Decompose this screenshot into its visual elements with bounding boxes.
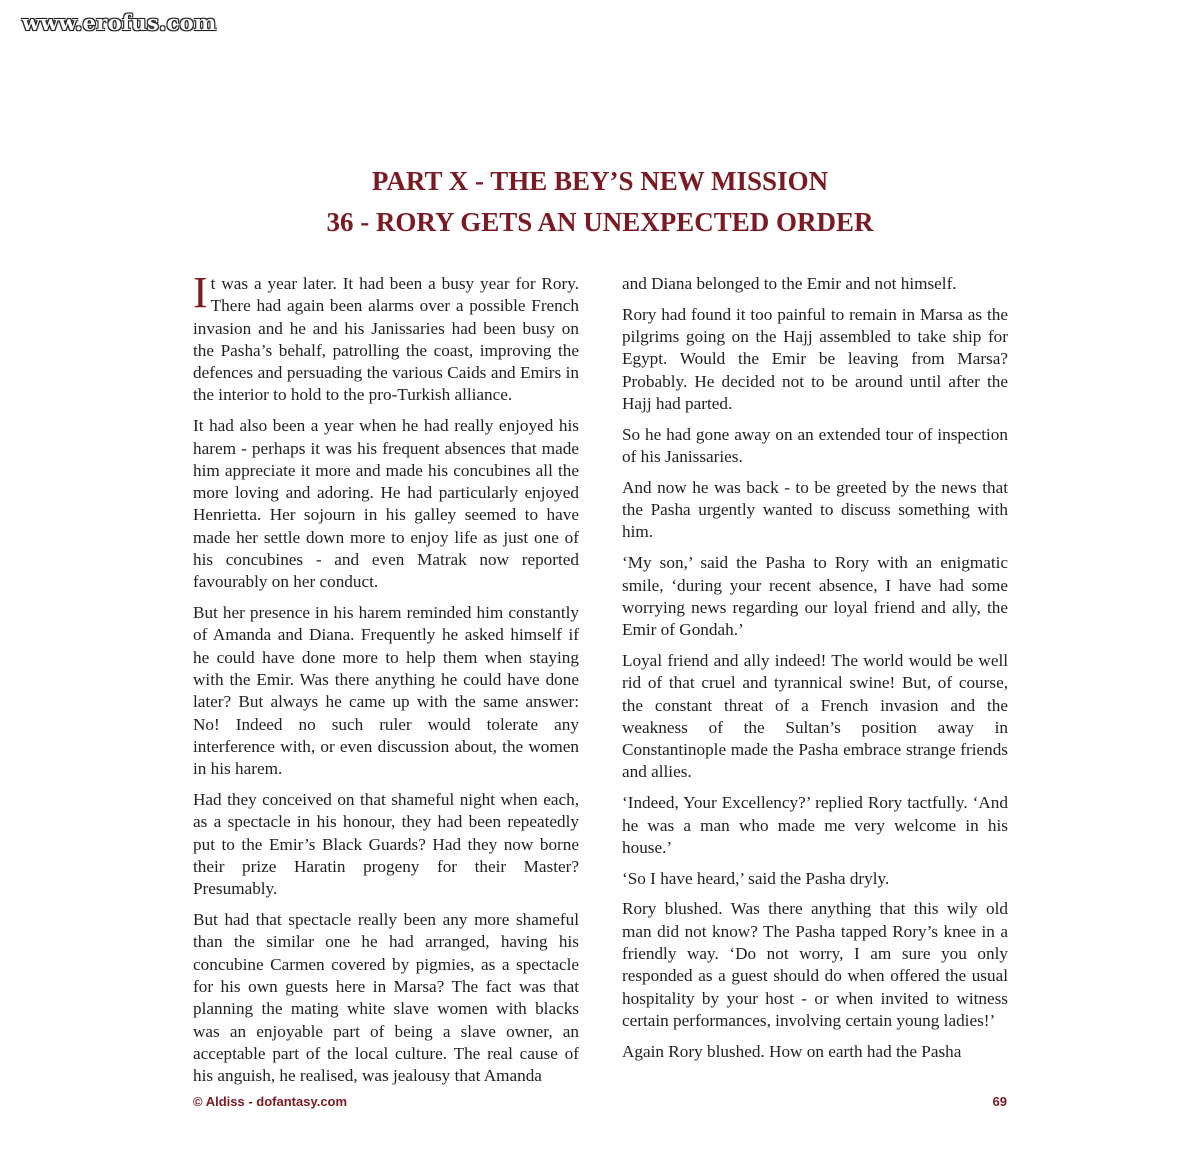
footer-credit: © Aldiss - dofantasy.com [193, 1094, 348, 1109]
paragraph: So he had gone away on an extended tour of inspection of his Janissaries. [622, 424, 1008, 467]
paragraph: ‘My son,’ said the Pasha to Rory with an enigmatic smile, ‘during your recent absence, I have had some worrying news regarding our loyal friend and ally, the Emir of Gondah.’ [622, 553, 1008, 640]
page-number: 69 [992, 1094, 1007, 1109]
paragraph: ‘So I have heard,’ said the Pasha dryly. [622, 868, 890, 888]
paragraph: Rory blushed. Was there anything that this wily old man did not know? The Pasha tapped Rory’s knee in a friendly way. ‘Do not worry, I am sure you only responded as a guest should do when offered the usual hospitality by your host - or when invited to witness certain performances, involving certain young ladies!’ [622, 899, 1008, 1030]
part-title: PART X - THE BEY’S NEW MISSION [371, 166, 829, 196]
chapter-title: 36 - RORY GETS AN UNEXPECTED ORDER [326, 207, 874, 237]
paragraph: Loyal friend and ally indeed! The world would be well rid of that cruel and tyrannical swine! But, of course, the constant threat of a French invasion and the weakness of the Sultan’s position away in Constantinople made the Pasha embrace strange friends and allies. [622, 650, 1008, 782]
paragraph: It had also been a year when he had really enjoyed his harem - perhaps it was his frequent absences that made him appreciate it more and made his concubines all the more loving and adoring. He had particularly enjoyed Henrietta. Her sojourn in his galley seemed to have made her settle down more to enjoy life as just one of his concubines - and even Matrak now reported favourably on her conduct. [193, 416, 579, 592]
paragraph: And now he was back - to be greeted by the news that the Pasha urgently wanted to discuss something with him. [622, 477, 1008, 542]
paragraph: Again Rory blushed. How on earth had the Pasha [622, 1041, 962, 1061]
drop-cap: I [193, 268, 208, 317]
right-column [622, 273, 1008, 1072]
paragraph: and Diana belonged to the Emir and not himself. [622, 274, 957, 293]
paragraph: Rory had found it too painful to remain in Marsa as the pilgrims going on the Hajj assembled to take ship for Egypt. Would the Emir be leaving from Marsa? Probably. He decided not to be around until after the Hajj had parted. [622, 304, 1008, 413]
watermark: www.erofus.com [22, 10, 217, 35]
paragraph: But her presence in his harem reminded him constantly of Amanda and Diana. Frequently he asked himself if he could have done more to help them when staying with the Emir. Was there anything he could have done later? But always he came up with the same answer: No! Indeed no such ruler would tolerate any interference with, or even discussion about, the women in his harem. [193, 603, 579, 779]
paragraph-text: t was a year later. It had been a busy year for Rory. There had again been alarms over a possible French invasion and he and his Janissaries had been busy on the Pasha’s behalf, patrolling the coast, improving the defences and persuading the various Caids and Emirs in the interior to hold to the pro-Turkish alliance. [193, 274, 579, 405]
paragraph [193, 268, 579, 407]
paragraph: But had that spectacle really been any more shameful than the similar one he had arranged, having his concubine Carmen covered by pigmies, as a spectacle for his own guests here in Marsa? The fact was that planning the mating white slave women with blacks was an enjoyable part of being a slave owner, an acceptable part of the local culture. The real cause of his anguish, he realised, was jealousy that Amanda [193, 910, 579, 1086]
paragraph: ‘Indeed, Your Excellency?’ replied Rory tactfully. ‘And he was a man who made me very welcome in his house.’ [622, 793, 1008, 857]
left-column [193, 268, 579, 1096]
paragraph: Had they conceived on that shameful night when each, as a spectacle in his honour, they had been repeatedly put to the Emir’s Black Guards? Had they now borne their prize Haratin progeny for their Master? Presumably. [193, 790, 579, 899]
